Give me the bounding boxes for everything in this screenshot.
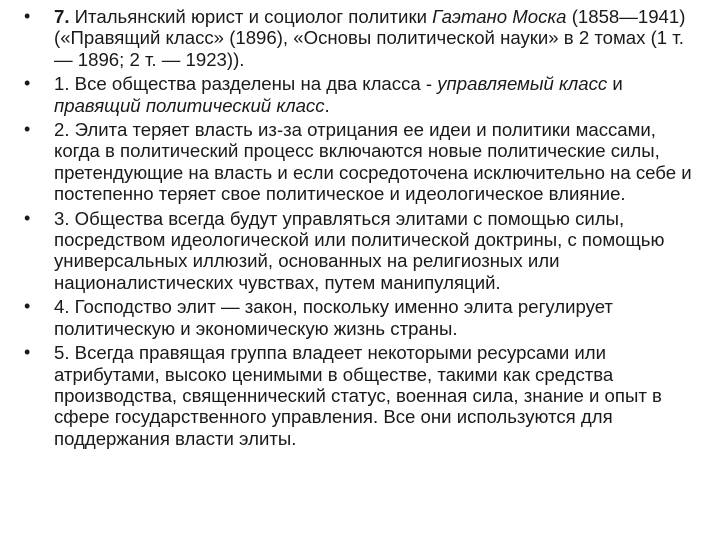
item-text-part: 1. Все общества разделены на два класса - bbox=[54, 73, 438, 95]
bullet-item-6 bbox=[24, 342, 704, 449]
bullet-icon: • bbox=[24, 207, 31, 228]
item-text: 5. Всегда правящая группа владеет некоторыми ресурсами или атрибутами, высоко ценимыми в обществе, такими как средства производства, священнический статус, военная сила, знание и опыт в сфере государственного управления. Все они используются для поддержания власти элиты. bbox=[54, 342, 662, 449]
bullet-icon: • bbox=[24, 342, 31, 363]
item-emphasis: правящий политический класс bbox=[54, 94, 325, 116]
item-emphasis: Гаэтано Моска bbox=[432, 6, 567, 27]
bullet-item-1 bbox=[24, 6, 704, 70]
item-text-part: Итальянский юрист и социолог политики bbox=[69, 6, 433, 27]
item-text: 4. Господство элит — закон, поскольку именно элита регулирует политическую и экономическую жизнь страны. bbox=[54, 296, 613, 339]
item-text-part: (1858—1941) («Правящий класс» (1896), «Основы политической науки» в 2 томах (1 т. — 1896; 2 т. — 1923)). bbox=[54, 6, 686, 70]
item-text-part: . bbox=[324, 94, 330, 116]
bullet-item-3 bbox=[24, 119, 704, 205]
bullet-item-2 bbox=[24, 73, 704, 116]
item-text-part: и bbox=[607, 73, 623, 95]
bullet-icon: • bbox=[24, 296, 31, 317]
item-text: 2. Элита теряет власть из-за отрицания ее идеи и политики массами, когда в политический процесс включаются новые политические силы, претендующие на власть и если сосредоточена исключительно на себе и постепенно теряет свое политическое и идеологическое влияние. bbox=[54, 119, 692, 205]
bullet-list bbox=[24, 6, 704, 452]
item-text: 3. Общества всегда будут управляться элитами с помощью силы, посредством идеологической или политической доктрины, с помощью универсальных иллюзий, основанных на религиозных или националистических чувствах, путем манипуляций. bbox=[54, 207, 665, 293]
bullet-icon: • bbox=[24, 73, 31, 94]
bullet-icon: • bbox=[24, 119, 31, 140]
item-emphasis: управляемый класс bbox=[437, 73, 608, 95]
item-number: 7. bbox=[54, 6, 70, 27]
bullet-icon: • bbox=[24, 6, 31, 26]
bullet-item-4 bbox=[24, 208, 704, 294]
bullet-item-5 bbox=[24, 296, 704, 339]
